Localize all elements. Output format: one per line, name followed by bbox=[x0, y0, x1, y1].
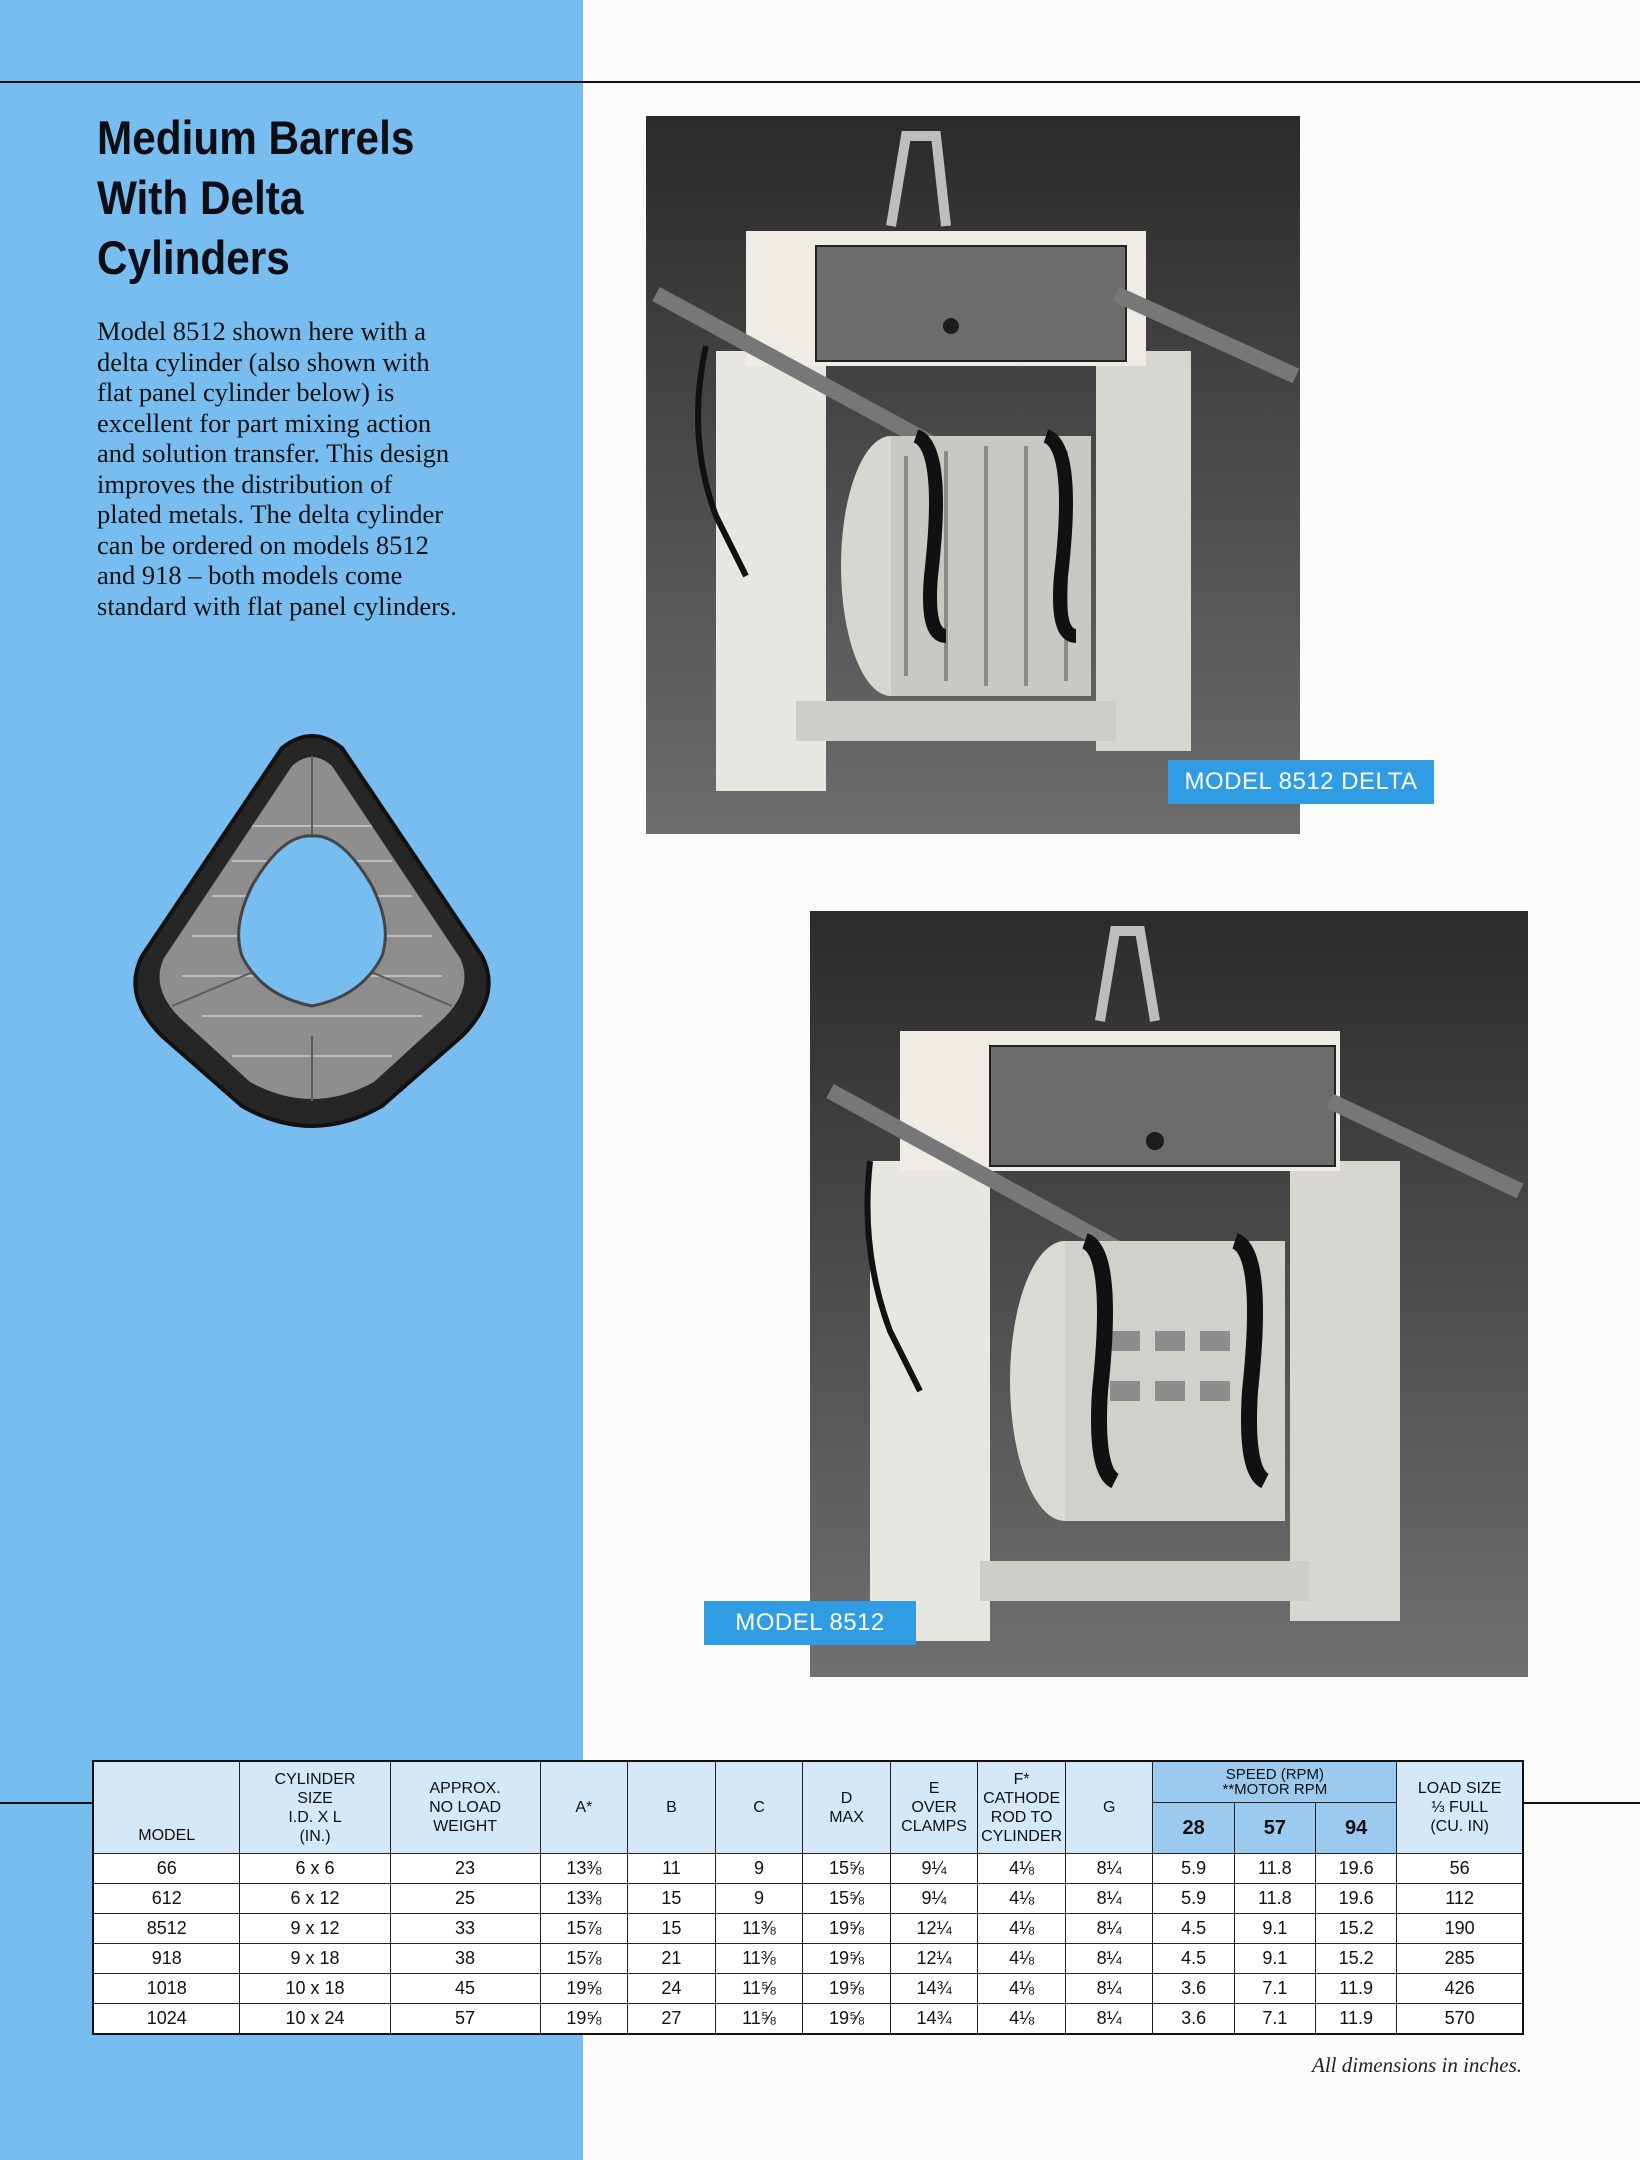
description-paragraph bbox=[97, 316, 567, 621]
table-cell: 7.1 bbox=[1234, 1974, 1315, 2004]
table-cell: 4⅛ bbox=[978, 1914, 1066, 1944]
header-rpm-57: 57 bbox=[1234, 1803, 1315, 1854]
table-cell: 33 bbox=[390, 1914, 540, 1944]
table-cell: 15⅞ bbox=[540, 1914, 628, 1944]
table-cell: 7.1 bbox=[1234, 2004, 1315, 2035]
table-cell: 4⅛ bbox=[978, 1974, 1066, 2004]
table-cell: 190 bbox=[1397, 1914, 1523, 1944]
table-row bbox=[93, 1854, 1523, 1884]
table-cell: 4.5 bbox=[1153, 1944, 1234, 1974]
table-cell: 11⅝ bbox=[715, 1974, 803, 2004]
table-cell: 3.6 bbox=[1153, 2004, 1234, 2035]
table-cell: 19⅝ bbox=[803, 1974, 891, 2004]
model-8512-label: MODEL 8512 bbox=[704, 1601, 916, 1645]
top-divider-rule bbox=[0, 81, 1640, 83]
table-cell: 14¾ bbox=[890, 2004, 978, 2035]
table-row bbox=[93, 1914, 1523, 1944]
table-cell: 9.1 bbox=[1234, 1914, 1315, 1944]
description-line: standard with flat panel cylinders. bbox=[97, 590, 457, 621]
table-cell: 1018 bbox=[93, 1974, 240, 2004]
table-cell: 9.1 bbox=[1234, 1944, 1315, 1974]
table-cell: 8¼ bbox=[1065, 1854, 1153, 1884]
table-cell: 8¼ bbox=[1065, 1944, 1153, 1974]
description-line: and solution transfer. This design bbox=[97, 438, 450, 468]
table-cell: 24 bbox=[628, 1974, 716, 2004]
header-cylinder-size: CYLINDER SIZE I.D. X L (IN.) bbox=[240, 1761, 390, 1854]
model-8512-photo bbox=[810, 911, 1528, 1677]
table-cell: 15 bbox=[628, 1884, 716, 1914]
table-cell: 9 x 12 bbox=[240, 1914, 390, 1944]
table-cell: 426 bbox=[1397, 1974, 1523, 2004]
table-cell: 9 bbox=[715, 1854, 803, 1884]
table-cell: 3.6 bbox=[1153, 1974, 1234, 2004]
header-c: C bbox=[715, 1761, 803, 1854]
table-cell: 19⅝ bbox=[540, 2004, 628, 2035]
table-cell: 13⅜ bbox=[540, 1884, 628, 1914]
table-cell: 11.9 bbox=[1316, 1974, 1397, 2004]
header-d-max: D MAX bbox=[803, 1761, 891, 1854]
table-cell: 15⅞ bbox=[540, 1944, 628, 1974]
table-cell: 11⅜ bbox=[715, 1944, 803, 1974]
description-line: plated metals. The delta cylinder bbox=[97, 499, 444, 529]
table-cell: 14¾ bbox=[890, 1974, 978, 2004]
model-8512-delta-label: MODEL 8512 DELTA bbox=[1168, 760, 1434, 804]
header-g: G bbox=[1065, 1761, 1153, 1854]
table-cell: 570 bbox=[1397, 2004, 1523, 2035]
table-row bbox=[93, 1884, 1523, 1914]
page-title bbox=[97, 108, 511, 288]
header-rpm-94: 94 bbox=[1316, 1803, 1397, 1854]
table-cell: 45 bbox=[390, 1974, 540, 2004]
table-cell: 25 bbox=[390, 1884, 540, 1914]
header-model: MODEL bbox=[93, 1761, 240, 1854]
header-b: B bbox=[628, 1761, 716, 1854]
description-line: can be ordered on models 8512 bbox=[97, 529, 429, 560]
delta-cylinder-image bbox=[92, 706, 532, 1136]
title-line: Medium Barrels bbox=[97, 111, 415, 164]
table-cell: 5.9 bbox=[1153, 1884, 1234, 1914]
header-e-over-clamps: E OVER CLAMPS bbox=[890, 1761, 978, 1854]
table-cell: 66 bbox=[93, 1854, 240, 1884]
header-rpm-28: 28 bbox=[1153, 1803, 1234, 1854]
table-cell: 19⅝ bbox=[540, 1974, 628, 2004]
description-line: flat panel cylinder below) is bbox=[97, 377, 395, 407]
table-cell: 57 bbox=[390, 2004, 540, 2035]
table-cell: 8512 bbox=[93, 1914, 240, 1944]
table-cell: 4.5 bbox=[1153, 1914, 1234, 1944]
table-cell: 8¼ bbox=[1065, 2004, 1153, 2035]
table-cell: 56 bbox=[1397, 1854, 1523, 1884]
header-speed: SPEED (RPM) **MOTOR RPM bbox=[1153, 1761, 1397, 1803]
table-cell: 6 x 6 bbox=[240, 1854, 390, 1884]
table-cell: 38 bbox=[390, 1944, 540, 1974]
table-cell: 8¼ bbox=[1065, 1914, 1153, 1944]
table-cell: 10 x 18 bbox=[240, 1974, 390, 2004]
model-8512-delta-photo bbox=[646, 116, 1300, 834]
table-cell: 918 bbox=[93, 1944, 240, 1974]
table-cell: 19⅝ bbox=[803, 1944, 891, 1974]
table-rule-right bbox=[1522, 1802, 1640, 1804]
header-f-cathode: F* CATHODE ROD TO CYLINDER bbox=[978, 1761, 1066, 1854]
title-line: Cylinders bbox=[97, 231, 290, 284]
table-cell: 10 x 24 bbox=[240, 2004, 390, 2035]
table-cell: 1024 bbox=[93, 2004, 240, 2035]
table-cell: 4⅛ bbox=[978, 1854, 1066, 1884]
table-cell: 11.8 bbox=[1234, 1884, 1315, 1914]
table-cell: 15 bbox=[628, 1914, 716, 1944]
table-cell: 19⅝ bbox=[803, 1914, 891, 1944]
description-line: and 918 – both models come bbox=[97, 560, 403, 590]
table-cell: 27 bbox=[628, 2004, 716, 2035]
description-line: delta cylinder (also shown with bbox=[97, 346, 430, 377]
table-cell: 15⅝ bbox=[803, 1854, 891, 1884]
table-row bbox=[93, 1974, 1523, 2004]
table-row bbox=[93, 2004, 1523, 2035]
table-cell: 8¼ bbox=[1065, 1884, 1153, 1914]
table-row bbox=[93, 1944, 1523, 1974]
table-cell: 19.6 bbox=[1316, 1884, 1397, 1914]
table-cell: 6 x 12 bbox=[240, 1884, 390, 1914]
table-cell: 12¼ bbox=[890, 1914, 978, 1944]
table-cell: 612 bbox=[93, 1884, 240, 1914]
header-a: A* bbox=[540, 1761, 628, 1854]
table-cell: 13⅜ bbox=[540, 1854, 628, 1884]
description-line: improves the distribution of bbox=[97, 468, 393, 499]
table-cell: 19⅝ bbox=[803, 2004, 891, 2035]
header-weight: APPROX. NO LOAD WEIGHT bbox=[390, 1761, 540, 1854]
table-cell: 11 bbox=[628, 1854, 716, 1884]
table-cell: 11⅝ bbox=[715, 2004, 803, 2035]
table-body bbox=[93, 1854, 1523, 2035]
table-cell: 8¼ bbox=[1065, 1974, 1153, 2004]
dimensions-note: All dimensions in inches. bbox=[1312, 2053, 1522, 2077]
table-cell: 285 bbox=[1397, 1944, 1523, 1974]
table-cell: 9 bbox=[715, 1884, 803, 1914]
table-cell: 23 bbox=[390, 1854, 540, 1884]
table-cell: 15.2 bbox=[1316, 1944, 1397, 1974]
table-cell: 15⅝ bbox=[803, 1884, 891, 1914]
table-cell: 12¼ bbox=[890, 1944, 978, 1974]
table-cell: 11.9 bbox=[1316, 2004, 1397, 2035]
table-cell: 11.8 bbox=[1234, 1854, 1315, 1884]
table-cell: 15.2 bbox=[1316, 1914, 1397, 1944]
table-cell: 9¼ bbox=[890, 1884, 978, 1914]
table-cell: 4⅛ bbox=[978, 1944, 1066, 1974]
table-cell: 9 x 18 bbox=[240, 1944, 390, 1974]
table-cell: 5.9 bbox=[1153, 1854, 1234, 1884]
title-line: With Delta bbox=[97, 171, 304, 224]
table-cell: 9¼ bbox=[890, 1854, 978, 1884]
table-rule-left bbox=[0, 1802, 92, 1804]
description-line: Model 8512 shown here with a bbox=[97, 316, 426, 346]
table-cell: 19.6 bbox=[1316, 1854, 1397, 1884]
table-cell: 11⅜ bbox=[715, 1914, 803, 1944]
table-cell: 4⅛ bbox=[978, 1884, 1066, 1914]
table-cell: 4⅛ bbox=[978, 2004, 1066, 2035]
description-line: excellent for part mixing action bbox=[97, 407, 432, 438]
specifications-table bbox=[92, 1760, 1524, 2035]
header-load-size: LOAD SIZE ⅓ FULL (CU. IN) bbox=[1397, 1761, 1523, 1854]
table-cell: 21 bbox=[628, 1944, 716, 1974]
table-cell: 112 bbox=[1397, 1884, 1523, 1914]
